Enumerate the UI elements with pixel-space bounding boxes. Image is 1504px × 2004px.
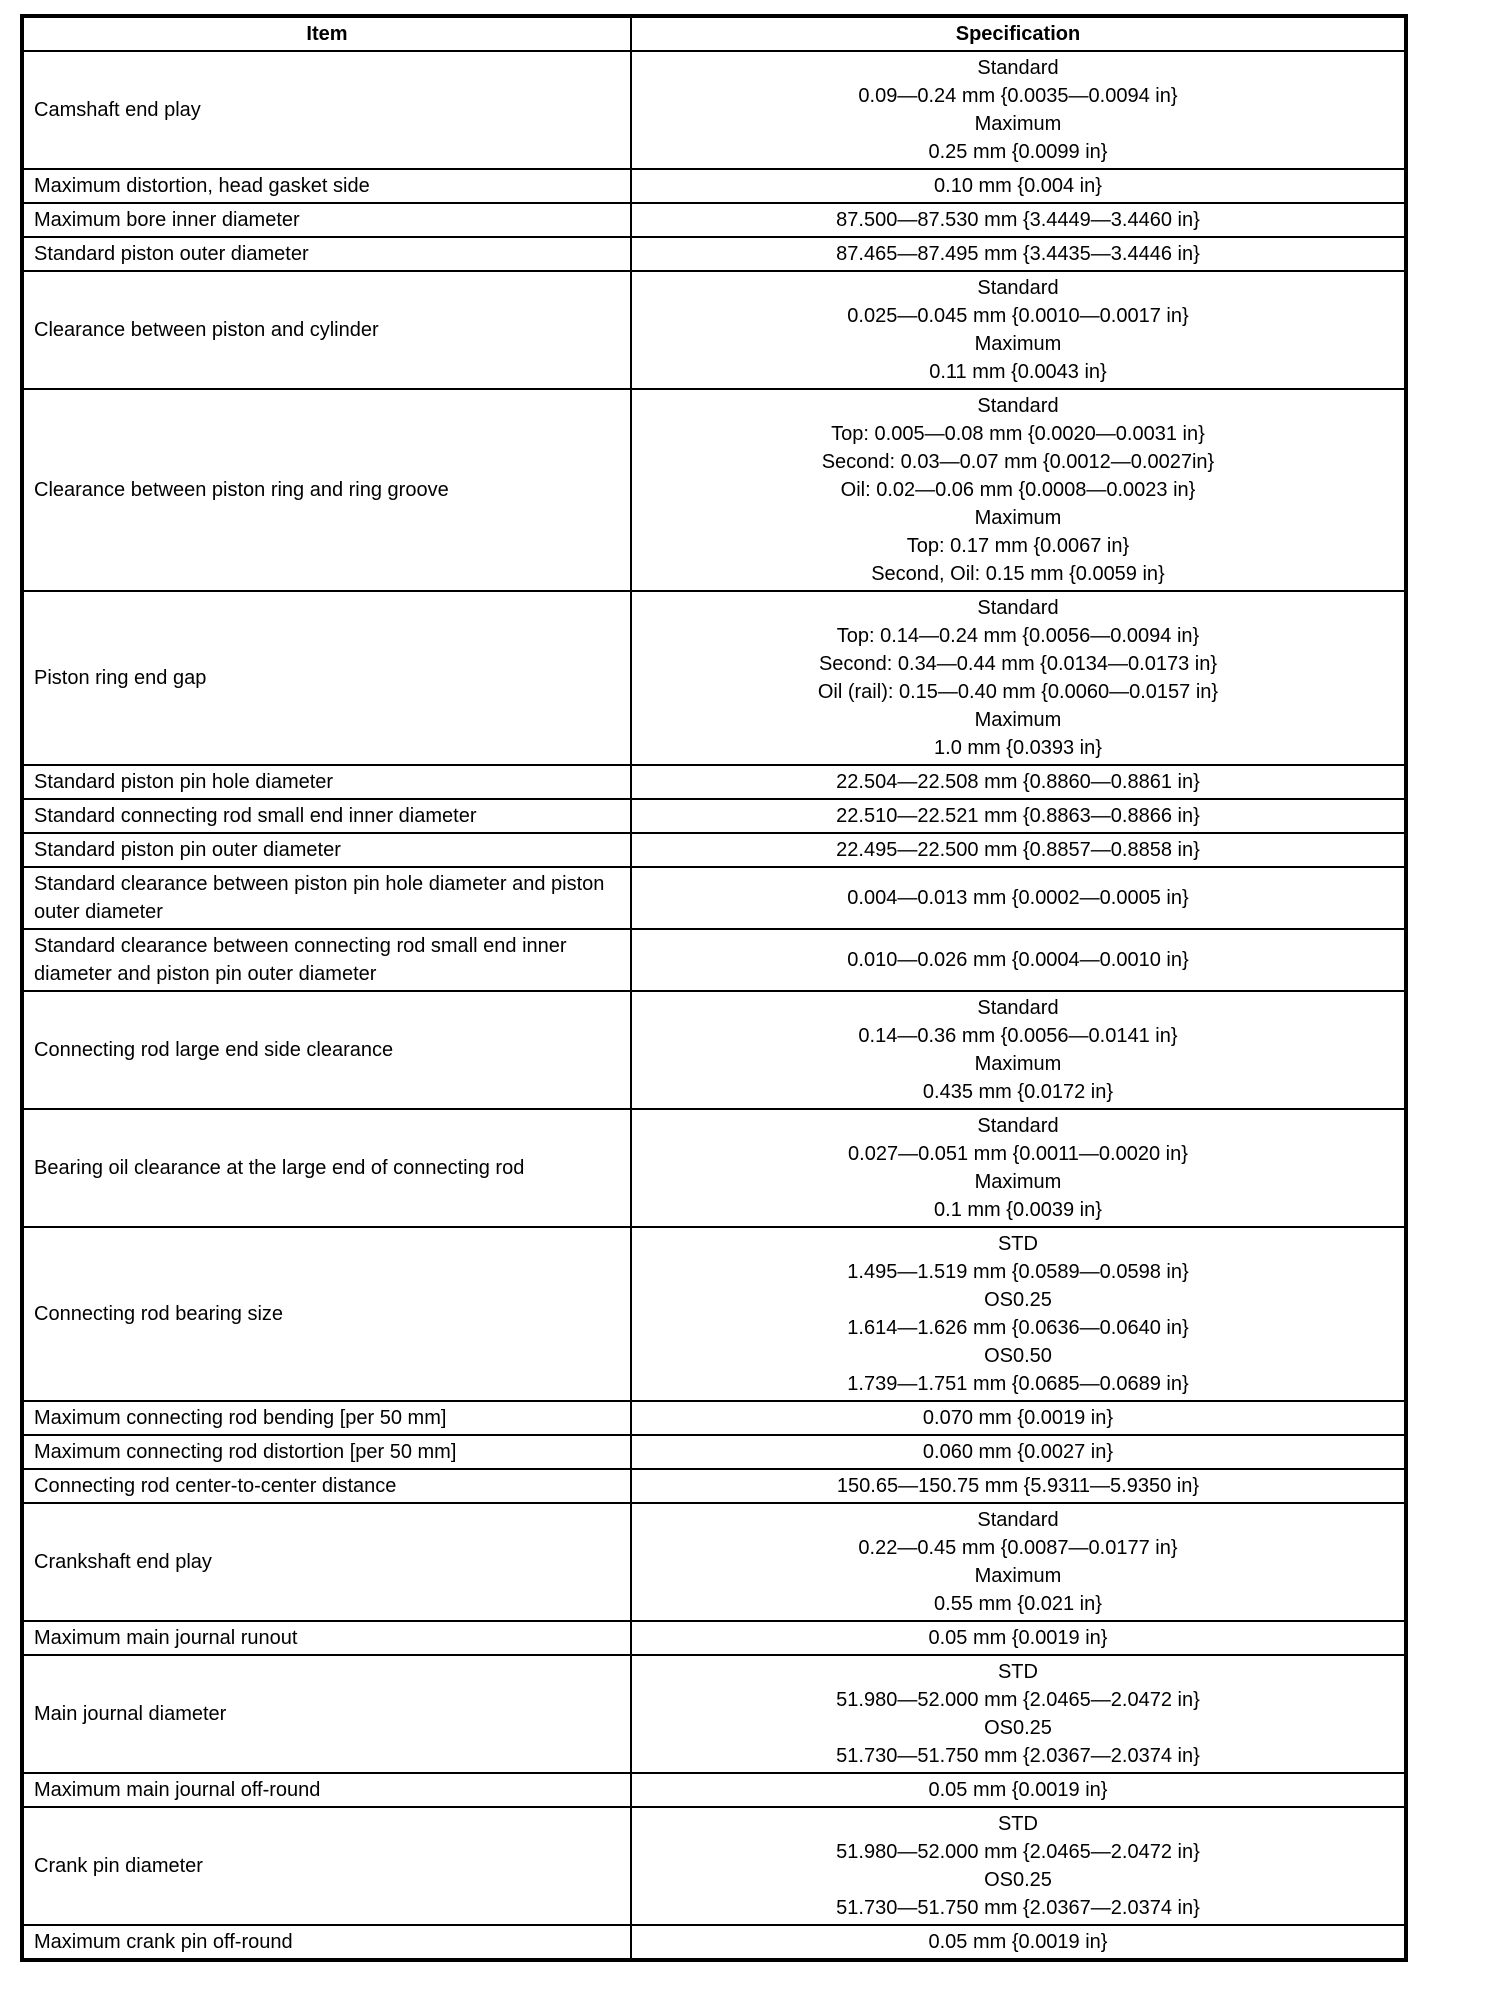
spec-line: Maximum <box>974 709 1062 731</box>
table-row <box>22 1435 1406 1469</box>
table-row <box>22 1925 1406 1960</box>
table-row <box>22 1807 1406 1925</box>
spec-line: 0.09—0.24 mm {0.0035—0.0094 in} <box>858 85 1178 107</box>
spec-line: Oil: 0.02—0.06 mm {0.0008—0.0023 in} <box>840 479 1196 501</box>
spec-cell <box>631 1621 1406 1655</box>
item-cell: Clearance between piston and cylinder <box>22 271 631 389</box>
spec-line: 51.980—52.000 mm {2.0465—2.0472 in} <box>836 1841 1200 1863</box>
item-cell: Connecting rod large end side clearance <box>22 991 631 1109</box>
spec-line: Maximum <box>974 1171 1062 1193</box>
item-cell: Crankshaft end play <box>22 1503 631 1621</box>
item-cell: Crank pin diameter <box>22 1807 631 1925</box>
item-cell: Main journal diameter <box>22 1655 631 1773</box>
spec-cell <box>631 1807 1406 1925</box>
spec-line: 1.0 mm {0.0393 in} <box>934 737 1102 759</box>
spec-line: 0.027—0.051 mm {0.0011—0.0020 in} <box>848 1143 1188 1165</box>
spec-cell <box>631 1227 1406 1401</box>
item-cell: Maximum bore inner diameter <box>22 203 631 237</box>
item-column-header: Item <box>22 16 631 51</box>
specification-table <box>20 14 1408 1962</box>
spec-cell <box>631 203 1406 237</box>
spec-cell <box>631 991 1406 1109</box>
spec-cell <box>631 389 1406 591</box>
item-cell: Standard piston outer diameter <box>22 237 631 271</box>
spec-line: Standard <box>977 277 1059 299</box>
item-cell: Standard connecting rod small end inner diameter <box>22 799 631 833</box>
item-cell: Maximum crank pin off-round <box>22 1925 631 1960</box>
table-header-row <box>22 16 1406 51</box>
spec-line: 22.504—22.508 mm {0.8860—0.8861 in} <box>836 771 1200 793</box>
table-row <box>22 833 1406 867</box>
table-row <box>22 203 1406 237</box>
spec-line: STD <box>997 1233 1038 1255</box>
spec-cell <box>631 1469 1406 1503</box>
item-cell: Bearing oil clearance at the large end of connecting rod <box>22 1109 631 1227</box>
spec-line: 1.614—1.626 mm {0.0636—0.0640 in} <box>847 1317 1189 1339</box>
table-body <box>22 51 1406 1960</box>
spec-line: OS0.50 <box>984 1345 1052 1367</box>
spec-line: Standard <box>977 395 1059 417</box>
spec-line: Maximum <box>974 507 1062 529</box>
spec-cell <box>631 1435 1406 1469</box>
spec-cell <box>631 1503 1406 1621</box>
spec-line: Oil (rail): 0.15—0.40 mm {0.0060—0.0157 in} <box>817 681 1219 703</box>
spec-line: Second: 0.34—0.44 mm {0.0134—0.0173 in} <box>818 653 1217 675</box>
spec-line: Standard <box>977 1509 1059 1531</box>
spec-line: 0.010—0.026 mm {0.0004—0.0010 in} <box>847 949 1189 971</box>
spec-line: 22.510—22.521 mm {0.8863—0.8866 in} <box>836 805 1200 827</box>
spec-cell <box>631 1655 1406 1773</box>
spec-cell <box>631 591 1406 765</box>
spec-line: Standard <box>977 997 1059 1019</box>
table-row <box>22 237 1406 271</box>
spec-line: 51.730—51.750 mm {2.0367—2.0374 in} <box>836 1745 1200 1767</box>
spec-line: Maximum <box>974 1053 1062 1075</box>
table-row <box>22 1621 1406 1655</box>
table-row <box>22 1773 1406 1807</box>
spec-line: 51.980—52.000 mm {2.0465—2.0472 in} <box>836 1689 1200 1711</box>
spec-cell <box>631 1773 1406 1807</box>
spec-line: 0.22—0.45 mm {0.0087—0.0177 in} <box>858 1537 1178 1559</box>
spec-line: 87.500—87.530 mm {3.4449—3.4460 in} <box>836 209 1200 231</box>
specification-column-header: Specification <box>631 16 1406 51</box>
spec-line: Maximum <box>974 1565 1062 1587</box>
table-row <box>22 991 1406 1109</box>
spec-line: OS0.25 <box>984 1869 1052 1891</box>
spec-cell <box>631 237 1406 271</box>
spec-cell <box>631 833 1406 867</box>
spec-line: Maximum <box>974 113 1062 135</box>
table-row <box>22 929 1406 991</box>
table-row <box>22 1655 1406 1773</box>
spec-line: STD <box>997 1661 1038 1683</box>
spec-line: 87.465—87.495 mm {3.4435—3.4446 in} <box>836 243 1200 265</box>
spec-line: 51.730—51.750 mm {2.0367—2.0374 in} <box>836 1897 1200 1919</box>
item-cell: Connecting rod center-to-center distance <box>22 1469 631 1503</box>
spec-line: Standard <box>977 57 1059 79</box>
spec-line: Top: 0.17 mm {0.0067 in} <box>906 535 1130 557</box>
spec-line: 0.05 mm {0.0019 in} <box>928 1627 1108 1649</box>
spec-line: Standard <box>977 1115 1059 1137</box>
spec-cell <box>631 1401 1406 1435</box>
item-cell: Standard clearance between piston pin hole diameter and piston outer diameter <box>22 867 631 929</box>
spec-line: Top: 0.005—0.08 mm {0.0020—0.0031 in} <box>831 423 1205 445</box>
table-row <box>22 591 1406 765</box>
spec-cell <box>631 867 1406 929</box>
item-cell: Maximum connecting rod bending [per 50 mm] <box>22 1401 631 1435</box>
table-row <box>22 1227 1406 1401</box>
spec-cell <box>631 169 1406 203</box>
item-cell: Connecting rod bearing size <box>22 1227 631 1401</box>
spec-cell <box>631 929 1406 991</box>
spec-cell <box>631 1925 1406 1960</box>
table-row <box>22 1109 1406 1227</box>
spec-line: 1.495—1.519 mm {0.0589—0.0598 in} <box>847 1261 1189 1283</box>
spec-cell <box>631 765 1406 799</box>
spec-line: 0.060 mm {0.0027 in} <box>922 1441 1114 1463</box>
spec-cell <box>631 271 1406 389</box>
table-row <box>22 271 1406 389</box>
spec-line: 0.14—0.36 mm {0.0056—0.0141 in} <box>858 1025 1178 1047</box>
item-cell: Clearance between piston ring and ring groove <box>22 389 631 591</box>
spec-line: Maximum <box>974 333 1062 355</box>
spec-line: 0.55 mm {0.021 in} <box>934 1593 1102 1615</box>
spec-line: OS0.25 <box>984 1717 1052 1739</box>
item-cell: Standard piston pin hole diameter <box>22 765 631 799</box>
table-row <box>22 51 1406 169</box>
item-cell: Maximum distortion, head gasket side <box>22 169 631 203</box>
spec-line: 0.070 mm {0.0019 in} <box>922 1407 1114 1429</box>
item-cell: Standard clearance between connecting rod small end inner diameter and piston pin outer diameter <box>22 929 631 991</box>
spec-line: Top: 0.14—0.24 mm {0.0056—0.0094 in} <box>836 625 1200 647</box>
spec-line: 22.495—22.500 mm {0.8857—0.8858 in} <box>836 839 1200 861</box>
table-row <box>22 169 1406 203</box>
spec-cell <box>631 51 1406 169</box>
spec-line: Standard <box>977 597 1059 619</box>
item-cell: Maximum main journal off-round <box>22 1773 631 1807</box>
item-cell: Maximum main journal runout <box>22 1621 631 1655</box>
spec-line: 0.25 mm {0.0099 in} <box>928 141 1108 163</box>
spec-line: 0.05 mm {0.0019 in} <box>928 1779 1108 1801</box>
spec-line: 0.435 mm {0.0172 in} <box>922 1081 1114 1103</box>
spec-cell <box>631 799 1406 833</box>
spec-line: 0.11 mm {0.0043 in} <box>929 361 1107 383</box>
spec-line: 0.05 mm {0.0019 in} <box>928 1931 1108 1953</box>
item-cell: Standard piston pin outer diameter <box>22 833 631 867</box>
spec-line: 1.739—1.751 mm {0.0685—0.0689 in} <box>847 1373 1189 1395</box>
item-cell: Piston ring end gap <box>22 591 631 765</box>
spec-line: 0.025—0.045 mm {0.0010—0.0017 in} <box>847 305 1189 327</box>
table-row <box>22 1503 1406 1621</box>
item-cell: Camshaft end play <box>22 51 631 169</box>
table-row <box>22 389 1406 591</box>
table-row <box>22 1469 1406 1503</box>
spec-line: Second, Oil: 0.15 mm {0.0059 in} <box>871 563 1165 585</box>
spec-line: STD <box>997 1813 1038 1835</box>
table-row <box>22 765 1406 799</box>
table-row <box>22 1401 1406 1435</box>
table-row <box>22 799 1406 833</box>
item-cell: Maximum connecting rod distortion [per 50 mm] <box>22 1435 631 1469</box>
table-row <box>22 867 1406 929</box>
spec-line: 0.004—0.013 mm {0.0002—0.0005 in} <box>847 887 1189 909</box>
spec-line: Second: 0.03—0.07 mm {0.0012—0.0027in} <box>821 451 1215 473</box>
spec-line: 0.1 mm {0.0039 in} <box>934 1199 1102 1221</box>
spec-line: OS0.25 <box>984 1289 1052 1311</box>
spec-line: 150.65—150.75 mm {5.9311—5.9350 in} <box>836 1475 1200 1497</box>
spec-cell <box>631 1109 1406 1227</box>
spec-line: 0.10 mm {0.004 in} <box>934 175 1102 197</box>
